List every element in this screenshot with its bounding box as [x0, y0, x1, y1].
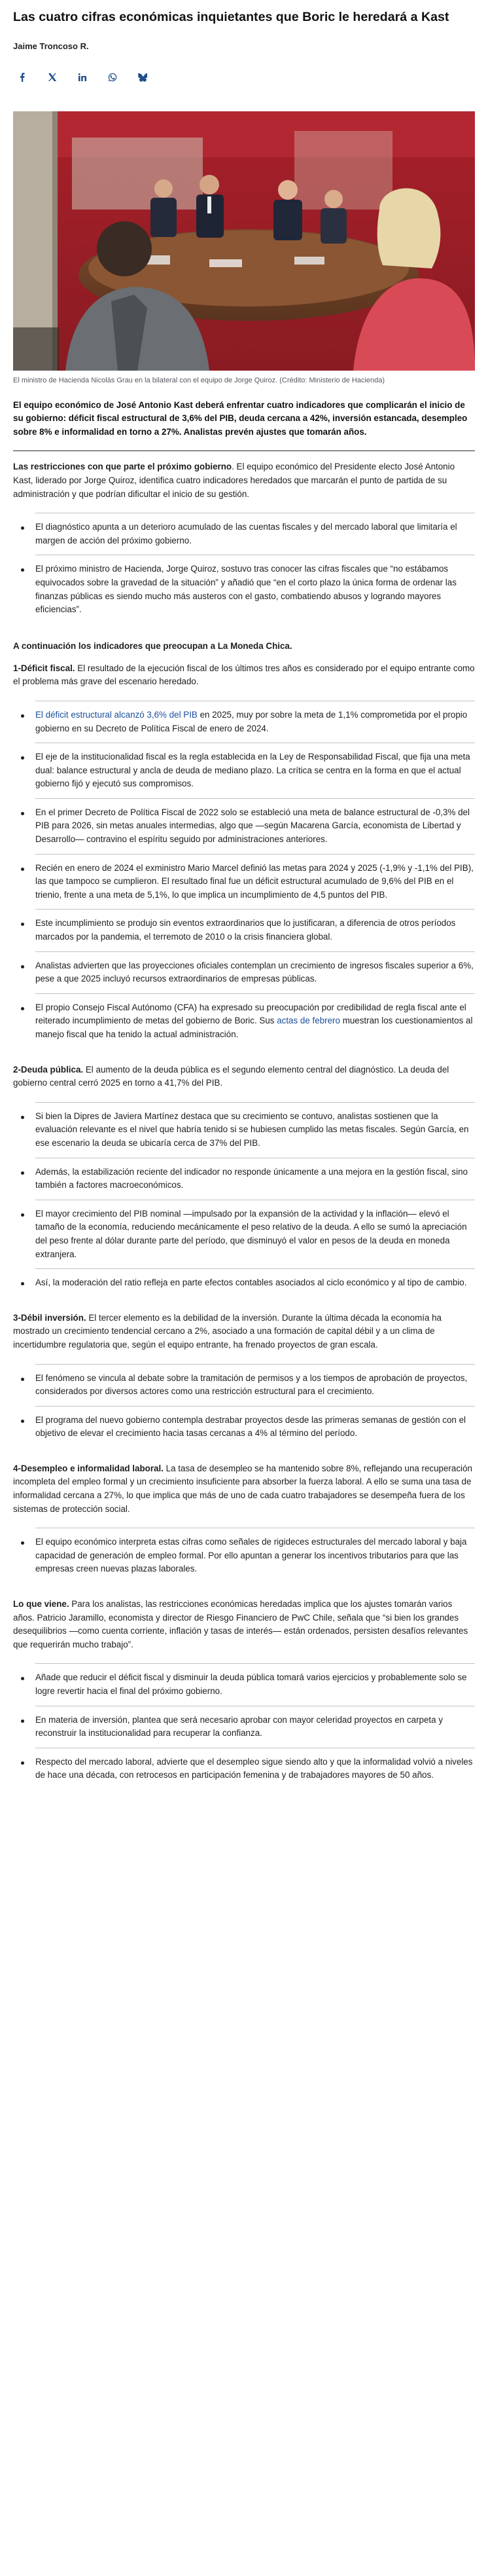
section-deficit-bullets — [13, 701, 475, 1049]
list-item: Añade que reducir el déficit fiscal y disminuir la deuda pública tomará varios ejercicios y probablemente solo se logre revertir hacia el final del próximo gobierno. — [35, 1663, 475, 1705]
section-deficit-text: El resultado de la ejecución fiscal de los últimos tres años es considerado por el equipo entrante como el problema más grave del escenario heredado. — [13, 663, 475, 687]
author-name[interactable]: Jaime Troncoso R. — [13, 41, 89, 51]
section-investment-bullets — [13, 1364, 475, 1448]
section-employment-lead: 4-Desempleo e informalidad laboral. — [13, 1463, 164, 1473]
intro-text: . El equipo económico del Presidente electo José Antonio Kast, liderado por Jorge Quiroz, identifica cuatro indicadores heredados que marcarán el punto de partida de su administración y que podrían dificultar el inicio de su gestión. — [13, 462, 455, 499]
article-title: Las cuatro cifras económicas inquietantes que Boric le heredará a Kast — [13, 10, 449, 24]
section-debt-paragraph — [13, 1063, 475, 1090]
intro-bullets — [13, 513, 475, 624]
list-item: El mayor crecimiento del PIB nominal —impulsado por la expansión de la actividad y la inflación— elevó el tamaño de la economía, reduciendo mecánicamente el peso relativo de la deuda. A ello se sumó la apreciación del peso frente al dólar durante parte del período, que disminuyó el valor en pesos de la deuda en moneda extranjera. — [35, 1200, 475, 1268]
list-item: El eje de la institucionalidad fiscal es la regla establecida en la Ley de Responsabilidad Fiscal, que fija una meta dual: balance estructural y ancla de deuda de mediano plazo. La crítica se centra en la forma en que el actual gobierno fijó y ejecutó sus compromisos. — [35, 743, 475, 798]
intro-lead: Las restricciones con que parte el próximo gobierno — [13, 462, 232, 472]
list-item: El equipo económico interpreta estas cifras como señales de rigideces estructurales del mercado laboral y baja capacidad de generación de empleo formal. Por ello apuntan a generar los incentivos tributarios para que las empresas creen nuevas plazas laborales. — [35, 1528, 475, 1583]
linkedin-icon — [78, 73, 87, 82]
list-item-text: muestran los cuestionamientos al manejo fiscal que ha tenido la actual administración. — [35, 1016, 473, 1039]
section-outlook-text: Para los analistas, las restricciones económicas heredadas implica que los ajustes tomarán varios años. Patricio Jaramillo, economista y director de Riesgo Financiero de PwC Chile, señala que “si bien los grandes desequilibrios —como cuenta corriente, inflación y tasas de interés— están ordenados, persisten desafíos relevantes que requerirán mucho trabajo”. — [13, 1599, 468, 1649]
intro-paragraph — [13, 460, 475, 501]
list-item: Este incumplimiento se produjo sin eventos extraordinarios que lo justificaran, a diferencia de otros períodos marcados por la pandemia, el terremoto de 2010 o la crisis financiera global. — [35, 909, 475, 951]
list-item: Si bien la Dipres de Javiera Martínez destaca que su crecimiento se contuvo, analistas sostienen que la evaluación relevante es el nivel que habría tenido si se hubiesen cumplido las metas fiscales. Según García, en ese escenario la deuda se ubicaría cerca de 37% del PIB. — [35, 1102, 475, 1158]
list-item: Así, la moderación del ratio refleja en parte efectos contables asociados al ciclo económico y al tipo de cambio. — [35, 1268, 475, 1297]
section-debt-lead: 2-Deuda pública. — [13, 1064, 84, 1075]
whatsapp-share-button[interactable] — [103, 68, 122, 86]
section-employment-bullets — [13, 1528, 475, 1583]
list-item: Respecto del mercado laboral, advierte que el desempleo sigue siendo alto y que la informalidad volvió a niveles de hace una década, con retrocesos en participación femenina y de trabajadores mayores de 50 años. — [35, 1748, 475, 1790]
section-outlook-paragraph — [13, 1598, 475, 1651]
section-investment-paragraph — [13, 1312, 475, 1352]
section-investment-text: El tercer elemento es la debilidad de la inversión. Durante la última década la economía ha mostrado un crecimiento tendencial cercano a 2%, asociado a una formación de capital débil y a un clima de incertidumbre regulatoria que, según el equipo entrante, ha frenado proyectos de gran escala. — [13, 1312, 442, 1350]
section-deficit-paragraph — [13, 662, 475, 689]
whatsapp-icon — [108, 73, 117, 82]
section-investment-lead: 3-Débil inversión. — [13, 1312, 86, 1323]
article-lede: El equipo económico de José Antonio Kast deberá enfrentar cuatro indicadores que complicarán el inicio de su gobierno: déficit fiscal estructural de 3,6% del PIB, deuda cercana a 42%, inversión estancada, desempleo sobre 8% e informalidad en torno a 27%. Analistas prevén ajustes que tomarán años. — [13, 399, 468, 437]
facebook-share-button[interactable] — [13, 68, 31, 86]
section-outlook-bullets — [13, 1663, 475, 1790]
list-item: Analistas advierten que las proyecciones oficiales contemplan un crecimiento de ingresos fiscales superior a 6%, pese a que 2025 incluyó recursos extraordinarios de empresas públicas. — [35, 951, 475, 993]
actas-febrero-link[interactable]: actas de febrero — [277, 1016, 340, 1026]
x-icon — [48, 73, 57, 82]
linkedin-share-button[interactable] — [73, 68, 92, 86]
facebook-icon — [18, 73, 27, 82]
list-item — [35, 993, 475, 1049]
list-item: Recién en enero de 2024 el exministro Mario Marcel definió las metas para 2024 y 2025 (-1,9% y -1,1% del PIB), las que tampoco se cumplieron. El resultado final fue un déficit estructural acumulado de 9,6% del PIB en el trienio, frente a una meta de 5,1%, lo que implica un incumplimiento de 4,5 puntos del PIB. — [35, 854, 475, 910]
list-item-text: El propio Consejo Fiscal Autónomo (CFA) ha expresado su preocupación por credibilidad de regla fiscal ante el reiterado incumplimiento de metas del gobierno de Boric. Sus — [35, 1002, 466, 1026]
list-item: En el primer Decreto de Política Fiscal de 2022 solo se estableció una meta de balance estructural de -0,3% del PIB para 2026, sin metas anuales intermedias, algo que —según Macarena García, economista de Libertad y Desarrollo— contravino el espíritu seguido por administraciones anteriores. — [35, 798, 475, 854]
share-bar — [13, 68, 475, 86]
list-item-text: en 2025, muy por sobre la meta de 1,1% comprometida por el propio gobierno en su Decreto de Política Fiscal de enero de 2024. — [35, 709, 468, 733]
section-employment-paragraph — [13, 1462, 475, 1516]
list-item: Además, la estabilización reciente del indicador no responde únicamente a una mejora en la gestión fiscal, sino también a factores macroeconómicos. — [35, 1158, 475, 1200]
bluesky-icon — [138, 73, 147, 82]
section-employment-text: La tasa de desempleo se ha mantenido sobre 8%, reflejando una recuperación incompleta del empleo formal y un crecimiento insuficiente para absorber la fuerza laboral. A ello se suma una tasa de informalidad cercana a 27%, lo que implica que más de uno de cada cuatro trabajadores se desempeña fuera de los sistemas de protección social. — [13, 1463, 472, 1514]
list-item — [35, 701, 475, 743]
section-outlook-lead: Lo que viene. — [13, 1599, 69, 1610]
section-deficit-lead: 1-Déficit fiscal. — [13, 663, 75, 673]
section-debt-text: El aumento de la deuda pública es el segundo elemento central del diagnóstico. La deuda del gobierno central cerró 2025 en torno a 41,7% del PIB. — [13, 1064, 449, 1088]
indicators-heading: A continuación los indicadores que preocupan a La Moneda Chica. — [13, 640, 292, 651]
x-share-button[interactable] — [43, 68, 61, 86]
list-item: El programa del nuevo gobierno contempla destrabar proyectos desde las primeras semanas de gestión con el objetivo de elevar el crecimiento hacia tasas cercanas a 4% al término del período. — [35, 1406, 475, 1448]
bluesky-share-button[interactable] — [133, 68, 152, 86]
list-item: En materia de inversión, plantea que será necesario aprobar con mayor celeridad proyectos en carpeta y reconstruir la institucionalidad para recuperar la confianza. — [35, 1706, 475, 1748]
list-item: El próximo ministro de Hacienda, Jorge Quiroz, sostuvo tras conocer las cifras fiscales que “no estábamos equivocados sobre la gravedad de la situación” y añadió que “en el corto plazo la única forma de ordenar las finanzas públicas es siendo mucho más austeros con el gasto, combatiendo abusos y logrando mayores eficiencias”. — [35, 555, 475, 623]
photo-caption: El ministro de Hacienda Nicolás Grau en la bilateral con el equipo de Jorge Quiroz. (Crédito: Ministerio de Hacienda) — [13, 376, 385, 384]
deficit-link[interactable]: El déficit estructural alcanzó 3,6% del PIB — [35, 709, 198, 720]
list-item: El diagnóstico apunta a un deterioro acumulado de las cuentas fiscales y del mercado laboral que limitaría el margen de acción del próximo gobierno. — [35, 513, 475, 555]
article-photo — [13, 111, 475, 371]
section-debt-bullets — [13, 1102, 475, 1297]
list-item: El fenómeno se vincula al debate sobre la tramitación de permisos y a los tiempos de aprobación de proyectos, considerados por diversos actores como una restricción estructural para el crecimiento. — [35, 1364, 475, 1406]
